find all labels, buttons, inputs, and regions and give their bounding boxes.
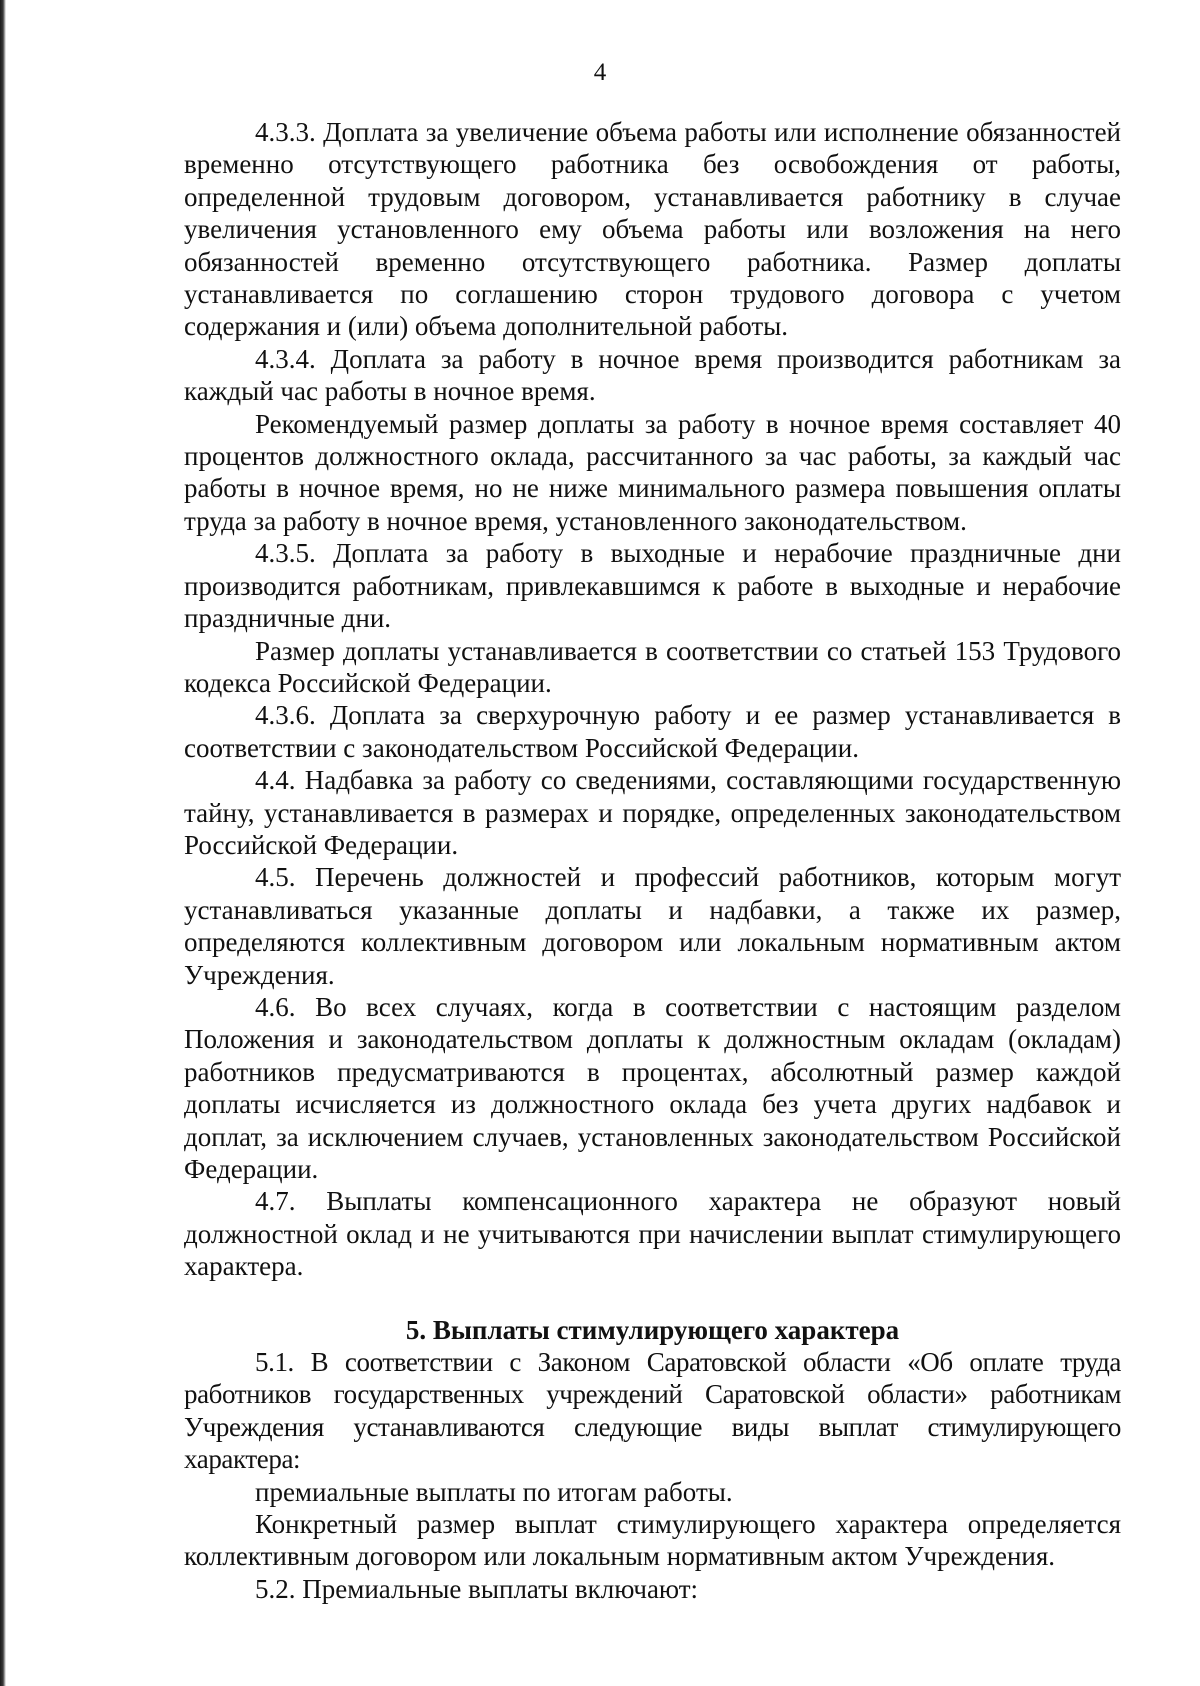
paragraph-4-3-4: 4.3.4. Доплата за работу в ночное время производится работникам за каждый час работы в ночное время. bbox=[184, 343, 1121, 407]
paragraph-night-rate: Рекомендуемый размер доплаты за работу в ночное время составляет 40 процентов должностного оклада, рассчитанного за час работы, за каждый час работы в ночное время, но не ниже минимального размера повышения оплаты труда за работу в ночное время, установленного законодательством. bbox=[184, 408, 1121, 536]
paragraph-4-5: 4.5. Перечень должностей и профессий работников, которым могут устанавливаться указанные доплаты и надбавки, а также их размер, определяются коллективным договором или локальным нормативным актом Учреждения. bbox=[184, 862, 1121, 990]
paragraph-5-2: 5.2. Премиальные выплаты включают: bbox=[255, 1573, 699, 1604]
page-number: 4 bbox=[593, 59, 607, 86]
paragraph-4-3-6: 4.3.6. Доплата за сверхурочную работу и ее размер устанавливается в соответствии с законодательством Российской Федерации. bbox=[184, 700, 1121, 763]
paragraph-4-3-3: 4.3.3. Доплата за увеличение объема работы или исполнение обязанностей временно отсутствующего работника без освобождения от работы, определенной трудовым договором, устанавливается работнику в случае увеличения установленного ему объема работы или возложения на него обязанностей временно отсутствующего работника. Размер доплаты устанавливается по соглашению сторон трудового договора с учетом содержания и (или) объема дополнительной работы. bbox=[184, 117, 1121, 342]
paragraph-5-1: 5.1. В соответствии с Законом Саратовской области «Об оплате труда работников государственных учреждений Саратовской области» работникам Учреждения устанавливаются следующие виды выплат стимулирующего характера: bbox=[184, 1347, 1121, 1475]
paragraph-4-6: 4.6. Во всех случаях, когда в соответствии с настоящим разделом Положения и законодательством доплаты к должностным окладам (окладам) работников предусматриваются в процентах, абсолютный размер каждой доплаты исчисляется из должностного оклада без учета других надбавок и доплат, за исключением случаев, установленных законодательством Российской Федерации. bbox=[184, 991, 1121, 1184]
paragraph-4-4: 4.4. Надбавка за работу со сведениями, составляющими государственную тайну, устанавливается в размерах и порядке, определенных законодательством Российской Федерации. bbox=[184, 765, 1121, 860]
document-body bbox=[184, 116, 1121, 1605]
paragraph-bonus-item: премиальные выплаты по итогам работы. bbox=[255, 1476, 733, 1507]
paragraph-bonus-size: Конкретный размер выплат стимулирующего характера определяется коллективным договором или локальным нормативным актом Учреждения. bbox=[184, 1509, 1121, 1572]
paragraph-4-3-5: 4.3.5. Доплата за работу в выходные и нерабочие праздничные дни производится работникам, привлекавшимся к работе в выходные и нерабочие праздничные дни. bbox=[184, 538, 1121, 634]
section-5-heading: 5. Выплаты стимулирующего характера bbox=[405, 1314, 900, 1345]
scan-edge-shadow bbox=[0, 0, 6, 1686]
paragraph-article-153: Размер доплаты устанавливается в соответствии со статьей 153 Трудового кодекса Российской Федерации. bbox=[184, 635, 1121, 698]
paragraph-4-7: 4.7. Выплаты компенсационного характера не образуют новый должностной оклад и не учитываются при начислении выплат стимулирующего характера. bbox=[184, 1186, 1121, 1282]
